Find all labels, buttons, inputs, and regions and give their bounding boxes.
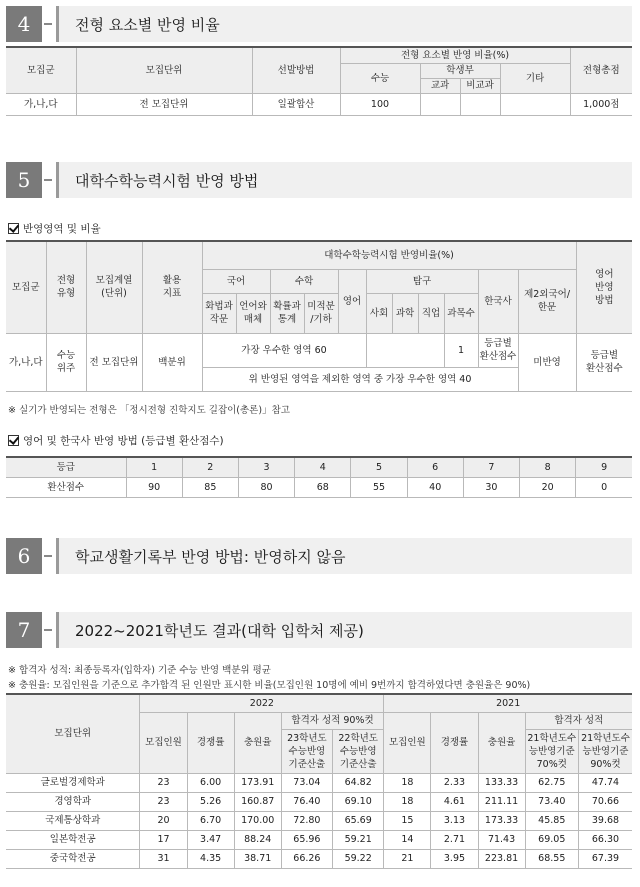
grade-cell: 4 xyxy=(295,457,351,477)
section-dash xyxy=(44,179,52,181)
grade-cell: 7 xyxy=(463,457,519,477)
cell-group: 가,나,다 xyxy=(6,93,76,115)
checkbox-icon xyxy=(8,435,19,446)
cell-value: 17 xyxy=(140,830,187,849)
cell-suneung: 100 xyxy=(340,93,420,115)
cell-value: 20 xyxy=(140,811,187,830)
cell-value: 14 xyxy=(384,830,431,849)
cell-value: 23 xyxy=(140,773,187,792)
cell-eng-method: 등급별 환산점수 xyxy=(576,333,632,391)
suneung-table xyxy=(6,240,632,392)
cell-value: 31 xyxy=(140,849,187,868)
table-row xyxy=(6,830,632,849)
table-row xyxy=(6,849,632,868)
th-cut-2022: 합격자 성적 90%컷 xyxy=(281,712,384,729)
cell-value: 21 xyxy=(384,849,431,868)
th-2021: 2021 xyxy=(384,694,632,712)
cell-index: 백분위 xyxy=(142,333,202,391)
grade-cell: 8 xyxy=(520,457,576,477)
grade-cell: 9 xyxy=(576,457,632,477)
th-index: 활용 지표 xyxy=(142,241,202,333)
th-grade: 등급 xyxy=(6,457,126,477)
th-english: 영어 xyxy=(338,269,366,333)
section-title: 2022~2021학년도 결과(대학 입학처 제공) xyxy=(75,621,364,640)
cell-top-area: 가장 우수한 영역 60 xyxy=(202,333,366,367)
cell-value: 173.33 xyxy=(478,811,525,830)
section-number: 7 xyxy=(6,612,42,648)
th-inquiry: 탐구 xyxy=(366,269,478,293)
score-cell: 85 xyxy=(182,477,238,497)
th-unit: 모집단위 xyxy=(6,694,140,773)
cell-etc xyxy=(500,93,570,115)
grade-cell: 5 xyxy=(351,457,407,477)
section-title: 학교생활기록부 반영 방법: 반영하지 않음 xyxy=(75,547,346,566)
cell-dept: 국제통상학과 xyxy=(6,811,140,830)
section-6-header xyxy=(6,538,632,574)
th-fill-2021: 충원율 xyxy=(478,712,525,773)
th-second: 제2외국어/ 한문 xyxy=(518,269,576,333)
th-m2: 미적분 /기하 xyxy=(304,293,338,333)
table-row xyxy=(6,792,632,811)
cell-group: 가,나,다 xyxy=(6,333,46,391)
section-dash xyxy=(44,23,52,25)
cell-value: 68.55 xyxy=(525,849,578,868)
th-history: 한국사 xyxy=(478,269,518,333)
cell-value: 170.00 xyxy=(234,811,281,830)
checkbox-icon xyxy=(8,223,19,234)
th-2022: 2022 xyxy=(140,694,384,712)
cell-value: 71.43 xyxy=(478,830,525,849)
th-rate-2021: 경쟁률 xyxy=(431,712,478,773)
th-m1: 확률과 통계 xyxy=(270,293,304,333)
th-rate-2022: 경쟁률 xyxy=(187,712,234,773)
cell-history: 등급별 환산점수 xyxy=(478,333,518,367)
cell-score-label: 환산점수 xyxy=(6,477,126,497)
cell-value: 66.26 xyxy=(281,849,332,868)
cell-value: 211.11 xyxy=(478,792,525,811)
cell-value: 65.96 xyxy=(281,830,332,849)
subheading-text: 반영영역 및 비율 xyxy=(23,223,101,235)
cell-nonsubject xyxy=(460,93,500,115)
cell-value: 173.91 xyxy=(234,773,281,792)
section-number: 5 xyxy=(6,162,42,198)
th-korean: 국어 xyxy=(202,269,270,293)
section-number: 4 xyxy=(6,6,42,42)
subheading-grade xyxy=(8,433,224,448)
section-number: 6 xyxy=(6,538,42,574)
cell-value: 45.85 xyxy=(525,811,578,830)
cell-value: 67.39 xyxy=(578,849,632,868)
cell-dept: 일본학전공 xyxy=(6,830,140,849)
cell-dept: 글로벌경제학과 xyxy=(6,773,140,792)
cell-value: 64.82 xyxy=(333,773,384,792)
cell-value: 2.71 xyxy=(431,830,478,849)
cell-value: 18 xyxy=(384,773,431,792)
th-c22a: 23학년도 수능반영 기준산출 xyxy=(281,729,332,773)
th-etc: 기타 xyxy=(500,63,570,93)
th-cut-2021: 합격자 성적 xyxy=(525,712,632,729)
cell-value: 23 xyxy=(140,792,187,811)
cell-total: 1,000점 xyxy=(570,93,632,115)
th-method: 선발방법 xyxy=(252,47,340,93)
section-7-header xyxy=(6,612,632,648)
result-body xyxy=(6,773,632,868)
note-score: ※ 합격자 성적: 최종등록자(입학자) 기준 수능 반영 백분위 평균 xyxy=(8,665,271,676)
cell-value: 15 xyxy=(384,811,431,830)
th-i4: 과목수 xyxy=(444,293,478,333)
cell-value: 72.80 xyxy=(281,811,332,830)
cell-value: 3.13 xyxy=(431,811,478,830)
cell-value: 59.21 xyxy=(333,830,384,849)
cell-unit: 전 모집단위 xyxy=(86,333,142,391)
score-cell: 20 xyxy=(520,477,576,497)
score-cell: 40 xyxy=(407,477,463,497)
cell-value: 47.74 xyxy=(578,773,632,792)
th-school: 학생부 xyxy=(420,63,500,78)
th-c22b: 22학년도 수능반영 기준산출 xyxy=(333,729,384,773)
th-quota-2022: 모집인원 xyxy=(140,712,187,773)
cell-value: 69.10 xyxy=(333,792,384,811)
th-i3: 직업 xyxy=(418,293,444,333)
th-unit: 모집단위 xyxy=(76,47,252,93)
cell-value: 133.33 xyxy=(478,773,525,792)
section-dash xyxy=(44,555,52,557)
th-math: 수학 xyxy=(270,269,338,293)
th-c21a: 21학년도수 능반영기준 70%컷 xyxy=(525,729,578,773)
cell-value: 66.30 xyxy=(578,830,632,849)
subheading-text: 영어 및 한국사 반영 방법 (등급별 환산점수) xyxy=(23,435,224,447)
cell-value: 62.75 xyxy=(525,773,578,792)
th-c21b: 21학년도수 능반영기준 90%컷 xyxy=(578,729,632,773)
score-cell: 80 xyxy=(238,477,294,497)
th-i1: 사회 xyxy=(366,293,392,333)
th-group: 모집군 xyxy=(6,47,76,93)
score-cell: 0 xyxy=(576,477,632,497)
grade-cell: 1 xyxy=(126,457,182,477)
cell-rest-area: 위 반영된 영역을 제외한 영역 중 가장 우수한 영역 40 xyxy=(202,367,518,391)
grade-cell: 6 xyxy=(407,457,463,477)
cell-method: 일괄합산 xyxy=(252,93,340,115)
th-group: 모집군 xyxy=(6,241,46,333)
section-dash xyxy=(44,629,52,631)
result-table xyxy=(6,693,632,869)
note-practical: ※ 실기가 반영되는 전형은 「정시전형 진학지도 길잡이(총론)」참고 xyxy=(8,405,290,416)
cell-value: 5.26 xyxy=(187,792,234,811)
cell-value: 3.47 xyxy=(187,830,234,849)
cell-value: 6.70 xyxy=(187,811,234,830)
cell-value: 39.68 xyxy=(578,811,632,830)
th-k1: 화법과 작문 xyxy=(202,293,236,333)
th-type: 전형 유형 xyxy=(46,241,86,333)
cell-value: 76.40 xyxy=(281,792,332,811)
cell-value: 73.40 xyxy=(525,792,578,811)
cell-value: 18 xyxy=(384,792,431,811)
th-k2: 언어와 매체 xyxy=(236,293,270,333)
cell-value: 3.95 xyxy=(431,849,478,868)
cell-type: 수능 위주 xyxy=(46,333,86,391)
section-5-header xyxy=(6,162,632,198)
section-title: 대학수학능력시험 반영 방법 xyxy=(75,171,259,190)
th-total: 전형총점 xyxy=(570,47,632,93)
th-subject: 교과 xyxy=(420,78,460,93)
cell-value: 4.35 xyxy=(187,849,234,868)
cell-value: 70.66 xyxy=(578,792,632,811)
score-cell: 30 xyxy=(463,477,519,497)
score-cell: 55 xyxy=(351,477,407,497)
table-row xyxy=(6,773,632,792)
cell-second: 미반영 xyxy=(518,333,576,391)
cell-value: 6.00 xyxy=(187,773,234,792)
th-ratio: 대학수학능력시험 반영비율(%) xyxy=(202,241,576,269)
th-unit: 모집계열 (단위) xyxy=(86,241,142,333)
th-fill-2022: 충원율 xyxy=(234,712,281,773)
section-4-header xyxy=(6,6,632,42)
cell-value: 88.24 xyxy=(234,830,281,849)
score-cell: 90 xyxy=(126,477,182,497)
score-cell: 68 xyxy=(295,477,351,497)
cell-value: 69.05 xyxy=(525,830,578,849)
cell-value: 223.81 xyxy=(478,849,525,868)
table-row xyxy=(6,811,632,830)
th-i2: 과학 xyxy=(392,293,418,333)
th-eng-method: 영어 반영 방법 xyxy=(576,241,632,333)
cell-inquiry-blank xyxy=(366,333,444,367)
cell-count: 1 xyxy=(444,333,478,367)
grade-cell: 3 xyxy=(238,457,294,477)
cell-dept: 중국학전공 xyxy=(6,849,140,868)
th-suneung: 수능 xyxy=(340,63,420,93)
section-title: 전형 요소별 반영 비율 xyxy=(75,15,220,34)
th-quota-2021: 모집인원 xyxy=(384,712,431,773)
ratio-table xyxy=(6,46,632,116)
subheading-ratio xyxy=(8,221,101,236)
cell-dept: 경영학과 xyxy=(6,792,140,811)
cell-value: 38.71 xyxy=(234,849,281,868)
cell-unit: 전 모집단위 xyxy=(76,93,252,115)
cell-value: 59.22 xyxy=(333,849,384,868)
cell-value: 4.61 xyxy=(431,792,478,811)
cell-value: 2.33 xyxy=(431,773,478,792)
note-fill-rate: ※ 충원율: 모집인원을 기준으로 추가합격 된 인원만 표시한 비율(모집인원 10명에 예비 9번까지 합격하였다면 충원율은 90%) xyxy=(8,680,531,691)
cell-value: 65.69 xyxy=(333,811,384,830)
grade-cell: 2 xyxy=(182,457,238,477)
th-ratio: 전형 요소별 반영 비율(%) xyxy=(340,47,570,63)
cell-subject xyxy=(420,93,460,115)
cell-value: 160.87 xyxy=(234,792,281,811)
cell-value: 73.04 xyxy=(281,773,332,792)
th-nonsubject: 비교과 xyxy=(460,78,500,93)
grade-table xyxy=(6,456,632,498)
